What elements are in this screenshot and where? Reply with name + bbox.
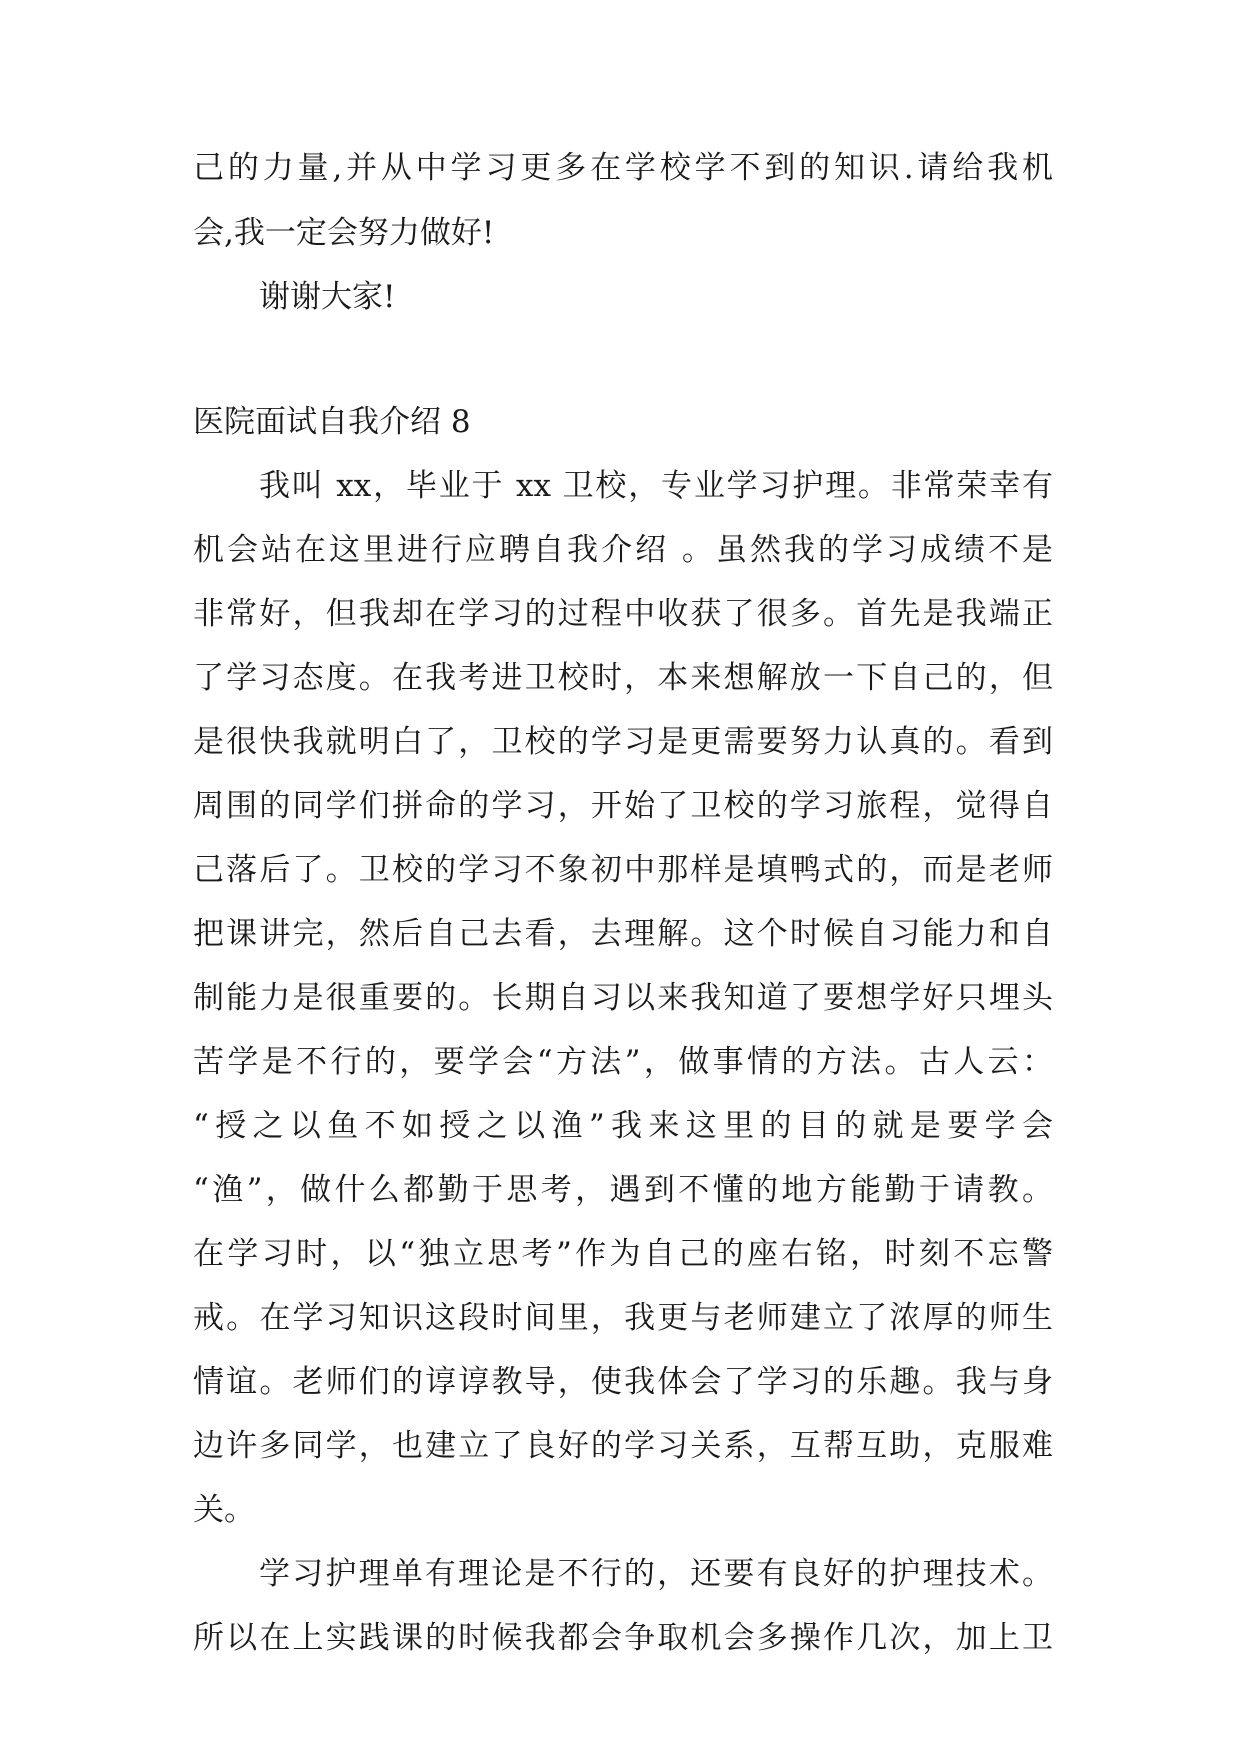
- paragraph1-line-15: 情谊。老师们的谆谆教导，使我体会了学习的乐趣。我与身: [193, 1364, 1053, 1400]
- paragraph1-line-12: “渔”，做什么都勤于思考，遇到不懂的地方能勤于请教。: [193, 1172, 1053, 1208]
- paragraph1-line-1: 我叫 xx，毕业于 xx 卫校，专业学习护理。非常荣幸有: [259, 468, 1053, 504]
- paragraph1-line-4: 了学习态度。在我考进卫校时，本来想解放一下自己的，但: [193, 660, 1053, 696]
- paragraph2-line-1: 学习护理单有理论是不行的，还要有良好的护理技术。: [259, 1556, 1053, 1592]
- intro-tail-line-1: 己的力量,并从中学习更多在学校学不到的知识.请给我机: [193, 150, 1053, 186]
- section-title: 医院面试自我介绍 8: [193, 404, 471, 440]
- paragraph1-line-11: “授之以鱼不如授之以渔”我来这里的目的就是要学会: [193, 1108, 1053, 1144]
- paragraph1-line-5: 是很快我就明白了，卫校的学习是更需要努力认真的。看到: [193, 724, 1053, 760]
- paragraph1-line-17: 关。: [193, 1492, 255, 1528]
- thanks-line: 谢谢大家!: [259, 279, 396, 315]
- paragraph1-line-14: 戒。在学习知识这段时间里，我更与老师建立了浓厚的师生: [193, 1300, 1053, 1336]
- intro-tail-line-2: 会,我一定会努力做好!: [193, 215, 495, 251]
- paragraph1-line-3: 非常好，但我却在学习的过程中收获了很多。首先是我端正: [193, 596, 1053, 632]
- paragraph1-line-9: 制能力是很重要的。长期自习以来我知道了要想学好只埋头: [193, 980, 1053, 1016]
- paragraph1-line-16: 边许多同学，也建立了良好的学习关系，互帮互助，克服难: [193, 1428, 1053, 1464]
- paragraph1-line-8: 把课讲完，然后自己去看，去理解。这个时候自习能力和自: [193, 916, 1053, 952]
- paragraph1-line-7: 己落后了。卫校的学习不象初中那样是填鸭式的，而是老师: [193, 852, 1053, 888]
- paragraph1-line-2: 机会站在这里进行应聘自我介绍 。虽然我的学习成绩不是: [193, 532, 1053, 568]
- paragraph2-line-2: 所以在上实践课的时候我都会争取机会多操作几次，加上卫: [193, 1620, 1053, 1656]
- paragraph1-line-6: 周围的同学们拼命的学习，开始了卫校的学习旅程，觉得自: [193, 788, 1053, 824]
- paragraph1-line-13: 在学习时，以“独立思考”作为自己的座右铭，时刻不忘警: [193, 1236, 1053, 1272]
- paragraph1-line-10: 苦学是不行的，要学会“方法”，做事情的方法。古人云：: [193, 1044, 1053, 1080]
